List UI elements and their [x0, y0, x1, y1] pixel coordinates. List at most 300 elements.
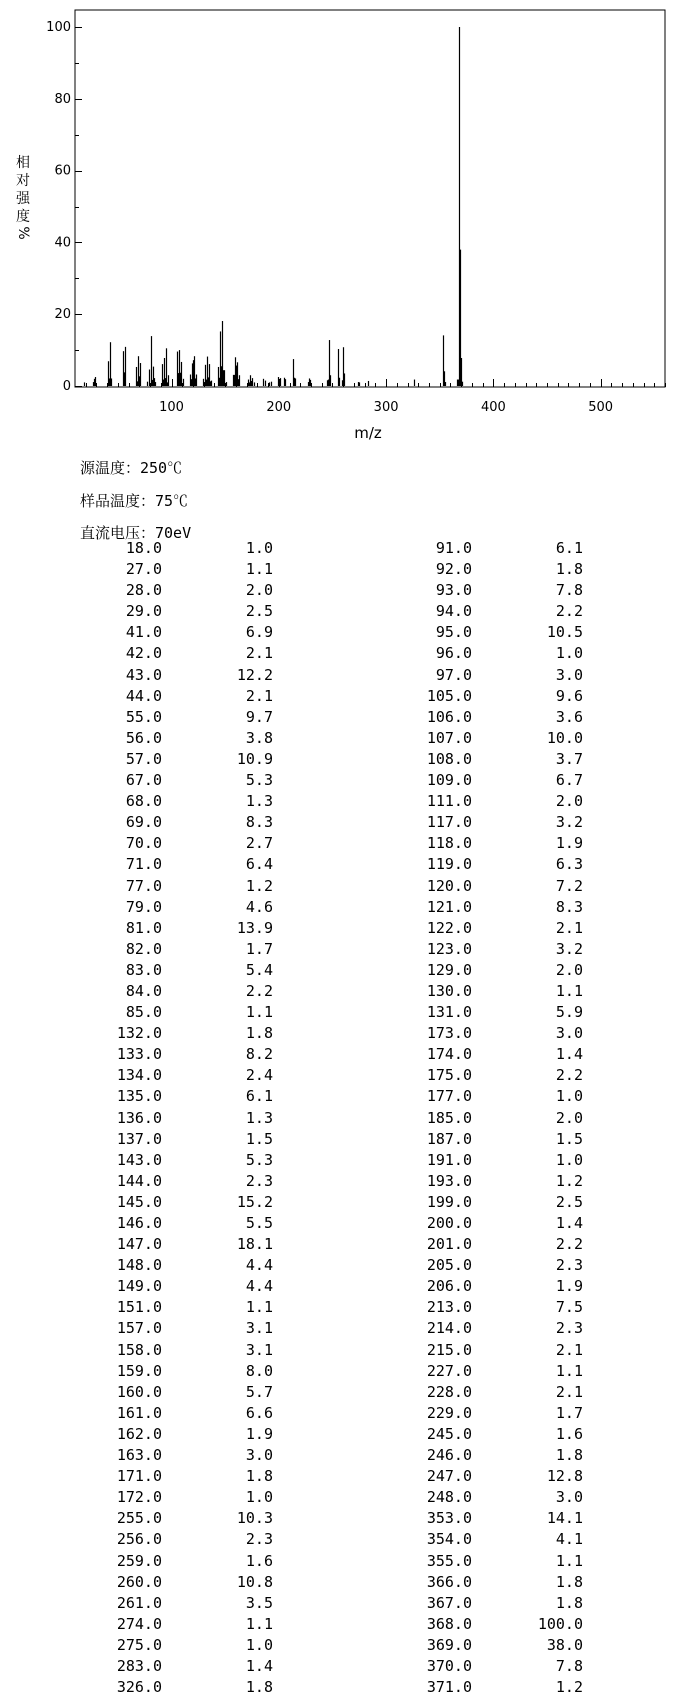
table-row [0, 686, 680, 707]
cell-mz-right: 228.0 [426, 1382, 472, 1401]
cell-mz-left: 146.0 [116, 1214, 162, 1232]
cell-intensity-left: 1.8 [245, 1467, 273, 1486]
cell-intensity-left: 12.2 [236, 665, 273, 684]
cell-mz-left: 147.0 [116, 1235, 162, 1254]
cell-mz-right: 213.0 [426, 1298, 472, 1317]
x-tick-label: 500 [588, 400, 614, 415]
cell-mz-left: 144.0 [116, 1171, 162, 1190]
cell-intensity-right: 9.6 [555, 686, 583, 705]
cell-mz-right: 91.0 [435, 539, 472, 557]
cell-intensity-left: 8.2 [245, 1045, 273, 1064]
cell-intensity-right: 1.1 [555, 1551, 583, 1570]
cell-intensity-right: 8.3 [555, 897, 583, 916]
cell-mz-right: 354.0 [426, 1530, 472, 1549]
table-row [0, 812, 680, 833]
x-tick-label: 400 [480, 400, 506, 415]
cell-intensity-right: 6.7 [555, 771, 583, 790]
cell-mz-right: 122.0 [426, 918, 472, 937]
cell-mz-right: 174.0 [426, 1045, 472, 1064]
table-row [0, 1424, 680, 1445]
table-row [0, 1445, 680, 1466]
cell-mz-left: 145.0 [116, 1192, 162, 1211]
cell-mz-left: 274.0 [116, 1614, 162, 1633]
cell-mz-left: 255.0 [116, 1509, 162, 1528]
table-row [0, 1255, 680, 1276]
x-axis-label: m/z [354, 424, 382, 442]
table-row [0, 918, 680, 939]
table-row [0, 1108, 680, 1129]
cell-intensity-right: 7.8 [555, 581, 583, 600]
cell-intensity-right: 1.8 [555, 1572, 583, 1591]
table-row [0, 559, 680, 580]
cell-intensity-left: 5.3 [245, 1150, 273, 1169]
cell-intensity-right: 12.8 [546, 1467, 583, 1486]
cell-mz-right: 355.0 [426, 1551, 472, 1570]
cell-intensity-right: 1.2 [555, 1171, 583, 1190]
cell-intensity-right: 2.1 [555, 1382, 583, 1401]
cell-mz-right: 92.0 [435, 560, 472, 579]
table-row [0, 1403, 680, 1424]
cell-mz-left: 134.0 [116, 1066, 162, 1085]
cell-mz-right: 205.0 [426, 1256, 472, 1275]
table-row [0, 1656, 680, 1677]
cell-intensity-left: 1.1 [245, 560, 273, 579]
cell-intensity-right: 3.0 [555, 665, 583, 684]
cell-intensity-right: 10.0 [546, 728, 583, 747]
cell-mz-right: 199.0 [426, 1192, 472, 1211]
cell-intensity-left: 6.6 [245, 1403, 273, 1422]
cell-intensity-left: 8.3 [245, 813, 273, 832]
cell-intensity-right: 10.5 [546, 623, 583, 642]
cell-mz-right: 108.0 [426, 749, 472, 768]
cell-intensity-right: 2.3 [555, 1319, 583, 1338]
table-row [0, 897, 680, 918]
cell-mz-left: 259.0 [116, 1551, 162, 1570]
cell-mz-right: 214.0 [426, 1319, 472, 1338]
x-tick-label: 100 [159, 400, 184, 415]
peak-table [0, 538, 680, 1698]
cell-intensity-left: 18.1 [236, 1235, 273, 1254]
table-row [0, 643, 680, 664]
cell-intensity-right: 3.6 [555, 707, 583, 726]
table-row [0, 939, 680, 960]
y-tick-label: 80 [54, 91, 71, 107]
cell-mz-left: 83.0 [125, 960, 162, 979]
cell-mz-left: 84.0 [125, 981, 162, 1000]
cell-intensity-right: 38.0 [546, 1635, 583, 1654]
cell-mz-right: 107.0 [426, 728, 472, 747]
cell-intensity-right: 1.6 [555, 1424, 583, 1443]
cell-intensity-right: 6.3 [555, 855, 583, 874]
cell-intensity-right: 1.8 [555, 1446, 583, 1465]
table-row [0, 1340, 680, 1361]
table-row [0, 960, 680, 981]
table-row [0, 665, 680, 686]
cell-mz-left: 70.0 [125, 834, 162, 853]
cell-intensity-left: 1.3 [245, 792, 273, 811]
cell-intensity-left: 4.4 [245, 1256, 273, 1275]
cell-mz-right: 117.0 [426, 813, 472, 832]
cell-intensity-left: 3.1 [245, 1340, 273, 1359]
cell-intensity-right: 5.9 [555, 1003, 583, 1022]
cell-mz-left: 162.0 [116, 1424, 162, 1443]
table-row [0, 1234, 680, 1255]
cell-intensity-left: 2.5 [245, 602, 273, 621]
cell-mz-right: 111.0 [426, 792, 472, 811]
table-row [0, 854, 680, 875]
cell-mz-left: 44.0 [125, 686, 162, 705]
table-row [0, 1382, 680, 1403]
cell-mz-right: 193.0 [426, 1171, 472, 1190]
cell-mz-right: 187.0 [426, 1129, 472, 1148]
cell-mz-right: 96.0 [435, 644, 472, 663]
cell-intensity-right: 2.0 [555, 1108, 583, 1127]
cell-intensity-right: 6.1 [555, 539, 583, 557]
cell-mz-left: 43.0 [125, 665, 162, 684]
cell-mz-right: 368.0 [426, 1614, 472, 1633]
cell-mz-left: 85.0 [125, 1003, 162, 1022]
cell-intensity-right: 100.0 [537, 1614, 583, 1633]
cell-mz-left: 172.0 [116, 1488, 162, 1507]
x-tick-label: 200 [266, 400, 292, 415]
cell-mz-right: 367.0 [426, 1593, 472, 1612]
cell-mz-right: 246.0 [426, 1446, 472, 1465]
table-row [0, 601, 680, 622]
table-row [0, 1572, 680, 1593]
cell-mz-right: 371.0 [426, 1678, 472, 1697]
table-row [0, 707, 680, 728]
table-row [0, 876, 680, 897]
cell-intensity-right: 1.1 [555, 1361, 583, 1380]
y-axis-label-char-3: 强 [16, 191, 30, 207]
cell-mz-right: 215.0 [426, 1340, 472, 1359]
cell-intensity-right: 2.1 [555, 918, 583, 937]
cell-intensity-left: 5.5 [245, 1214, 273, 1232]
y-tick-label: 60 [54, 163, 71, 179]
cell-mz-right: 106.0 [426, 707, 472, 726]
y-tick-label: 100 [46, 20, 71, 35]
cell-intensity-left: 1.9 [245, 1424, 273, 1443]
cell-mz-right: 191.0 [426, 1150, 472, 1169]
cell-mz-right: 366.0 [426, 1572, 472, 1591]
cell-mz-right: 109.0 [426, 771, 472, 790]
cell-mz-left: 143.0 [116, 1150, 162, 1169]
cell-mz-left: 157.0 [116, 1319, 162, 1338]
cell-mz-right: 370.0 [426, 1656, 472, 1675]
table-row [0, 1466, 680, 1487]
cell-intensity-right: 2.2 [555, 602, 583, 621]
cell-intensity-right: 1.4 [555, 1045, 583, 1064]
y-axis-ticks [46, 20, 82, 394]
cell-mz-left: 275.0 [116, 1635, 162, 1654]
cell-mz-left: 28.0 [125, 581, 162, 600]
cell-mz-right: 97.0 [435, 665, 472, 684]
cell-mz-right: 94.0 [435, 602, 472, 621]
cell-intensity-right: 1.7 [555, 1403, 583, 1422]
cell-mz-left: 158.0 [116, 1340, 162, 1359]
cell-mz-right: 201.0 [426, 1235, 472, 1254]
cell-mz-right: 130.0 [426, 981, 472, 1000]
dc-voltage: 直流电压：70eV [80, 524, 192, 542]
table-row [0, 538, 680, 559]
cell-mz-left: 149.0 [116, 1277, 162, 1296]
cell-intensity-right: 1.2 [555, 1678, 583, 1697]
cell-mz-right: 105.0 [426, 686, 472, 705]
cell-mz-right: 129.0 [426, 960, 472, 979]
cell-mz-right: 93.0 [435, 581, 472, 600]
cell-mz-left: 77.0 [125, 876, 162, 895]
cell-mz-right: 173.0 [426, 1024, 472, 1043]
cell-mz-left: 171.0 [116, 1467, 162, 1486]
cell-intensity-right: 2.1 [555, 1340, 583, 1359]
source-temperature: 源温度：250℃ [80, 459, 183, 477]
cell-intensity-right: 1.8 [555, 560, 583, 579]
cell-mz-right: 119.0 [426, 855, 472, 874]
cell-mz-left: 79.0 [125, 897, 162, 916]
cell-intensity-left: 2.1 [245, 686, 273, 705]
cell-intensity-left: 1.5 [245, 1129, 273, 1148]
cell-intensity-left: 3.1 [245, 1319, 273, 1338]
cell-intensity-left: 1.8 [245, 1024, 273, 1043]
cell-intensity-left: 13.9 [236, 918, 273, 937]
table-row [0, 1297, 680, 1318]
cell-intensity-left: 5.4 [245, 960, 273, 979]
cell-intensity-right: 1.5 [555, 1129, 583, 1148]
cell-intensity-left: 1.0 [245, 1488, 273, 1507]
cell-mz-left: 161.0 [116, 1403, 162, 1422]
cell-mz-left: 261.0 [116, 1593, 162, 1612]
cell-intensity-right: 2.2 [555, 1235, 583, 1254]
cell-intensity-right: 2.2 [555, 1066, 583, 1085]
cell-intensity-left: 1.0 [245, 1635, 273, 1654]
table-row [0, 1023, 680, 1044]
mass-spectrum-chart [0, 0, 680, 445]
table-row [0, 1529, 680, 1550]
table-row [0, 728, 680, 749]
cell-intensity-left: 10.3 [236, 1509, 273, 1528]
cell-mz-right: 229.0 [426, 1403, 472, 1422]
cell-intensity-left: 6.4 [245, 855, 273, 874]
cell-mz-left: 42.0 [125, 644, 162, 663]
cell-intensity-left: 1.7 [245, 939, 273, 958]
table-row [0, 1614, 680, 1635]
cell-intensity-right: 3.2 [555, 939, 583, 958]
cell-intensity-left: 5.3 [245, 771, 273, 790]
table-row [0, 1150, 680, 1171]
cell-intensity-right: 2.0 [555, 792, 583, 811]
cell-intensity-left: 1.3 [245, 1108, 273, 1127]
cell-intensity-left: 5.7 [245, 1382, 273, 1401]
sample-temperature: 样品温度：75℃ [80, 492, 189, 510]
cell-mz-right: 200.0 [426, 1214, 472, 1232]
table-row [0, 1044, 680, 1065]
cell-intensity-right: 1.8 [555, 1593, 583, 1612]
cell-intensity-left: 9.7 [245, 707, 273, 726]
cell-mz-right: 123.0 [426, 939, 472, 958]
y-tick-label: 0 [62, 379, 71, 394]
cell-intensity-right: 1.4 [555, 1214, 583, 1232]
cell-intensity-left: 1.4 [245, 1656, 273, 1675]
cell-mz-left: 260.0 [116, 1572, 162, 1591]
cell-intensity-left: 3.0 [245, 1446, 273, 1465]
cell-intensity-left: 4.4 [245, 1277, 273, 1296]
cell-intensity-left: 2.7 [245, 834, 273, 853]
cell-mz-right: 131.0 [426, 1003, 472, 1022]
cell-mz-right: 118.0 [426, 834, 472, 853]
y-axis-label-char-5: % [15, 226, 31, 240]
cell-mz-right: 175.0 [426, 1066, 472, 1085]
table-row [0, 1318, 680, 1339]
table-row [0, 1677, 680, 1698]
y-axis-label [15, 154, 31, 240]
cell-mz-right: 177.0 [426, 1087, 472, 1106]
cell-intensity-left: 2.3 [245, 1530, 273, 1549]
cell-mz-left: 136.0 [116, 1108, 162, 1127]
cell-intensity-left: 6.9 [245, 623, 273, 642]
cell-intensity-left: 1.1 [245, 1614, 273, 1633]
cell-intensity-right: 7.2 [555, 876, 583, 895]
cell-mz-right: 353.0 [426, 1509, 472, 1528]
plot-frame [75, 10, 665, 387]
cell-intensity-right: 2.0 [555, 960, 583, 979]
table-row [0, 1002, 680, 1023]
cell-intensity-left: 4.6 [245, 897, 273, 916]
cell-intensity-left: 8.0 [245, 1361, 273, 1380]
cell-mz-left: 41.0 [125, 623, 162, 642]
y-tick-label: 40 [54, 235, 71, 251]
cell-mz-left: 133.0 [116, 1045, 162, 1064]
table-row [0, 1086, 680, 1107]
cell-mz-right: 248.0 [426, 1488, 472, 1507]
cell-intensity-left: 1.1 [245, 1298, 273, 1317]
cell-intensity-right: 3.0 [555, 1488, 583, 1507]
cell-mz-left: 81.0 [125, 918, 162, 937]
y-axis-label-char-1: 相 [16, 155, 30, 171]
cell-mz-right: 185.0 [426, 1108, 472, 1127]
table-row [0, 1171, 680, 1192]
cell-mz-right: 245.0 [426, 1424, 472, 1443]
cell-intensity-left: 3.5 [245, 1593, 273, 1612]
cell-intensity-left: 1.6 [245, 1551, 273, 1570]
cell-mz-right: 247.0 [426, 1467, 472, 1486]
cell-intensity-right: 1.0 [555, 644, 583, 663]
cell-mz-left: 27.0 [125, 560, 162, 579]
cell-mz-left: 148.0 [116, 1256, 162, 1275]
cell-mz-left: 29.0 [125, 602, 162, 621]
cell-intensity-right: 1.9 [555, 834, 583, 853]
cell-mz-left: 159.0 [116, 1361, 162, 1380]
table-row [0, 749, 680, 770]
cell-mz-left: 163.0 [116, 1446, 162, 1465]
cell-intensity-right: 1.9 [555, 1277, 583, 1296]
cell-mz-right: 121.0 [426, 897, 472, 916]
cell-intensity-left: 2.0 [245, 581, 273, 600]
cell-intensity-left: 1.8 [245, 1678, 273, 1697]
cell-intensity-right: 1.0 [555, 1087, 583, 1106]
y-axis-label-char-4: 度 [16, 209, 30, 225]
cell-intensity-right: 1.1 [555, 981, 583, 1000]
table-row [0, 1551, 680, 1572]
cell-mz-left: 256.0 [116, 1530, 162, 1549]
cell-intensity-left: 1.1 [245, 1003, 273, 1022]
cell-mz-right: 227.0 [426, 1361, 472, 1380]
cell-mz-left: 137.0 [116, 1129, 162, 1148]
cell-intensity-right: 1.0 [555, 1150, 583, 1169]
cell-intensity-right: 2.5 [555, 1192, 583, 1211]
cell-mz-left: 69.0 [125, 813, 162, 832]
cell-intensity-right: 4.1 [555, 1530, 583, 1549]
cell-mz-right: 369.0 [426, 1635, 472, 1654]
table-row [0, 622, 680, 643]
table-row [0, 580, 680, 601]
table-row [0, 1192, 680, 1213]
cell-intensity-left: 10.9 [236, 749, 273, 768]
table-row [0, 1487, 680, 1508]
cell-mz-left: 160.0 [116, 1382, 162, 1401]
cell-mz-left: 18.0 [125, 539, 162, 557]
x-tick-label: 300 [373, 400, 399, 415]
cell-mz-left: 151.0 [116, 1298, 162, 1317]
table-row [0, 1635, 680, 1656]
table-row [0, 1276, 680, 1297]
cell-intensity-left: 2.2 [245, 981, 273, 1000]
spectrum-peaks [85, 27, 463, 386]
table-row [0, 1508, 680, 1529]
table-row [0, 791, 680, 812]
cell-mz-left: 67.0 [125, 771, 162, 790]
cell-mz-left: 56.0 [125, 728, 162, 747]
table-row [0, 1593, 680, 1614]
cell-intensity-left: 2.4 [245, 1066, 273, 1085]
y-axis-label-char-2: 对 [16, 173, 30, 189]
cell-mz-left: 326.0 [116, 1678, 162, 1697]
table-row [0, 1065, 680, 1086]
cell-mz-left: 135.0 [116, 1087, 162, 1106]
cell-intensity-left: 15.2 [236, 1192, 273, 1211]
table-row [0, 1129, 680, 1150]
cell-mz-left: 55.0 [125, 707, 162, 726]
cell-mz-left: 68.0 [125, 792, 162, 811]
cell-mz-left: 283.0 [116, 1656, 162, 1675]
cell-mz-right: 206.0 [426, 1277, 472, 1296]
cell-mz-right: 95.0 [435, 623, 472, 642]
y-tick-label: 20 [54, 307, 71, 323]
cell-intensity-left: 1.2 [245, 876, 273, 895]
cell-intensity-right: 2.3 [555, 1256, 583, 1275]
table-row [0, 770, 680, 791]
cell-intensity-left: 3.8 [245, 728, 273, 747]
cell-intensity-right: 3.2 [555, 813, 583, 832]
cell-mz-left: 57.0 [125, 749, 162, 768]
cell-intensity-left: 6.1 [245, 1087, 273, 1106]
x-axis-ticks [87, 379, 666, 415]
table-row [0, 1213, 680, 1234]
cell-intensity-right: 14.1 [546, 1509, 583, 1528]
cell-mz-left: 71.0 [125, 855, 162, 874]
cell-intensity-right: 7.8 [555, 1656, 583, 1675]
cell-intensity-left: 10.8 [236, 1572, 273, 1591]
cell-intensity-right: 3.7 [555, 749, 583, 768]
cell-intensity-left: 1.0 [245, 539, 273, 557]
cell-mz-right: 120.0 [426, 876, 472, 895]
cell-mz-left: 132.0 [116, 1024, 162, 1043]
table-row [0, 981, 680, 1002]
cell-intensity-right: 7.5 [555, 1298, 583, 1317]
cell-intensity-right: 3.0 [555, 1024, 583, 1043]
cell-intensity-left: 2.3 [245, 1171, 273, 1190]
cell-intensity-left: 2.1 [245, 644, 273, 663]
table-row [0, 833, 680, 854]
